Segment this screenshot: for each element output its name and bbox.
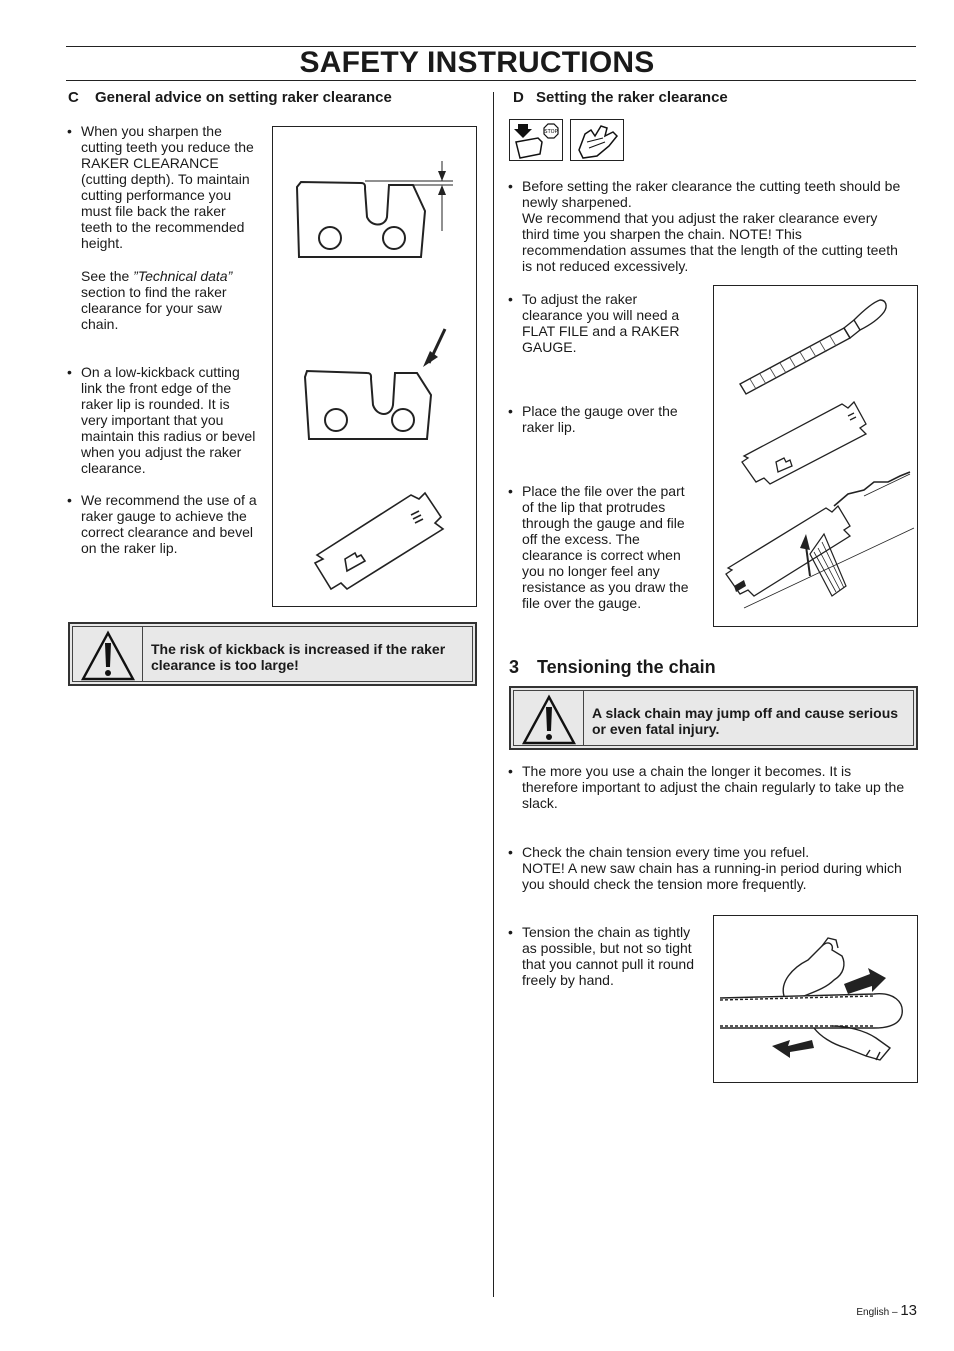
text-line: • Place the gauge over the — [522, 403, 678, 419]
section-c-paragraph-see — [81, 268, 271, 332]
text-line: you should check the tension more frequently. — [522, 876, 807, 892]
text-line: newly sharpened. — [522, 194, 632, 210]
section-d-key: D — [513, 89, 524, 106]
column-divider — [493, 92, 494, 1297]
text-line: • Before setting the raker clearance the cutting teeth should be — [522, 178, 901, 194]
text-line: GAUGE. — [522, 339, 577, 355]
text-line: The risk of kickback is increased if the raker — [151, 641, 446, 657]
text-line: FLAT FILE and a RAKER — [522, 323, 680, 339]
text-line: teeth to the recommended — [81, 219, 245, 235]
text-line: slack. — [522, 795, 558, 811]
text-line: clearance is too large! — [151, 657, 299, 673]
footer-language: English – — [856, 1307, 901, 1318]
text-line: you no longer feel any — [522, 563, 660, 579]
raker-clearance-figure — [272, 126, 477, 607]
kickback-warning-text — [151, 641, 471, 673]
kickback-warning-box — [68, 622, 477, 686]
text-line: recommendation assumes that the length of the cutting teeth — [522, 242, 898, 258]
text-line: off the excess. The — [522, 531, 640, 547]
section-3-key: 3 — [509, 657, 520, 677]
chain-tension-illustration — [714, 916, 917, 1082]
slack-chain-warning-text — [592, 705, 917, 737]
section-d-heading — [513, 89, 728, 107]
text-prefix: See the — [81, 268, 134, 284]
text-line: must file back the raker — [81, 203, 226, 219]
text-line: cutting performance you — [81, 187, 232, 203]
section-d-title: Setting the raker clearance — [536, 89, 728, 106]
text-line: raker lip. — [522, 419, 576, 435]
text-line: • On a low-kickback cutting — [81, 364, 240, 380]
section-d-bullet-1 — [508, 178, 920, 274]
text-line: • Place the file over the part — [522, 483, 685, 499]
text-line: freely by hand. — [522, 972, 614, 988]
warning-triangle-icon — [514, 691, 584, 745]
section-3-bullet-1 — [508, 763, 923, 811]
text-line: clearance is correct when — [522, 547, 681, 563]
text-line: A slack chain may jump off and cause serious — [592, 705, 899, 721]
text-line: when you adjust the raker — [81, 444, 242, 460]
text-line: raker lip is rounded. It is — [81, 396, 230, 412]
text-line: file over the gauge. — [522, 595, 642, 611]
text-line: or even fatal injury. — [592, 721, 720, 737]
text-line: resistance as you draw the — [522, 579, 689, 595]
text-line: raker gauge to achieve the — [81, 508, 247, 524]
text-line: • Check the chain tension every time you refuel. — [522, 844, 810, 860]
warning-frame — [72, 626, 473, 682]
text-line: • To adjust the raker — [522, 291, 638, 307]
text-line: maintain this radius or bevel — [81, 428, 256, 444]
protective-glove-icon — [570, 119, 624, 161]
text-line: • We recommend the use of a — [81, 492, 257, 508]
section-d-bullet-4 — [508, 483, 708, 611]
technical-data-ref: ”Technical data” — [133, 268, 233, 284]
text-line: clearance for your saw — [81, 300, 222, 316]
text-line: therefore important to adjust the chain regularly to take up the — [522, 779, 905, 795]
text-line: height. — [81, 235, 124, 251]
svg-text:STOP: STOP — [544, 129, 558, 135]
text-line: clearance. — [81, 460, 146, 476]
section-c-bullet-3 — [67, 492, 272, 556]
text-line: RAKER CLEARANCE — [81, 155, 219, 171]
section-3-bullet-3 — [508, 924, 708, 988]
text-line: (cutting depth). To maintain — [81, 171, 250, 187]
section-c-bullet-1 — [67, 123, 267, 251]
section-d-bullet-3 — [508, 403, 708, 435]
text-line: third time you sharpen the chain. NOTE! This — [522, 226, 802, 242]
text-line: cutting teeth you reduce the — [81, 139, 254, 155]
text-line: very important that you — [81, 412, 224, 428]
warning-frame — [513, 690, 914, 746]
text-line: correct clearance and bevel — [81, 524, 253, 540]
text-line: chain. — [81, 316, 119, 332]
chain-tension-figure — [713, 915, 918, 1083]
text-line: as possible, but not so tight — [522, 940, 692, 956]
text-line: • When you sharpen the — [81, 123, 222, 139]
section-c-heading — [68, 89, 392, 107]
section-c-title: General advice on setting raker clearance — [95, 89, 392, 106]
title-rule — [66, 80, 916, 81]
text-line: that you cannot pull it round — [522, 956, 695, 972]
section-3-title: Tensioning the chain — [537, 657, 716, 677]
warning-triangle-icon — [73, 627, 143, 681]
stop-engine-icon — [509, 119, 563, 161]
text-line: section to find the raker — [81, 284, 227, 300]
section-c-bullet-2 — [67, 364, 272, 476]
text-line: clearance you will need a — [522, 307, 680, 323]
text-line: of the lip that protrudes — [522, 499, 666, 515]
page-number: 13 — [900, 1302, 917, 1319]
section-c-key: C — [68, 89, 79, 106]
text-line: We recommend that you adjust the raker clearance every — [522, 210, 878, 226]
raker-illustration — [273, 127, 476, 606]
slack-chain-warning-box — [509, 686, 918, 750]
text-line: on the raker lip. — [81, 540, 178, 556]
section-d-bullet-2 — [508, 291, 708, 355]
text-line: • The more you use a chain the longer it becomes. It is — [522, 763, 852, 779]
text-line: link the front edge of the — [81, 380, 232, 396]
page-title: SAFETY INSTRUCTIONS — [299, 46, 655, 79]
section-3-heading — [509, 656, 716, 678]
page-footer — [856, 1303, 917, 1321]
file-illustration — [714, 286, 917, 626]
section-3-bullet-2 — [508, 844, 923, 892]
text-line: NOTE! A new saw chain has a running-in period during which — [522, 860, 902, 876]
file-gauge-figure — [713, 285, 918, 627]
text-line: • Tension the chain as tightly — [522, 924, 691, 940]
text-line: through the gauge and file — [522, 515, 685, 531]
text-line: is not reduced excessively. — [522, 258, 689, 274]
